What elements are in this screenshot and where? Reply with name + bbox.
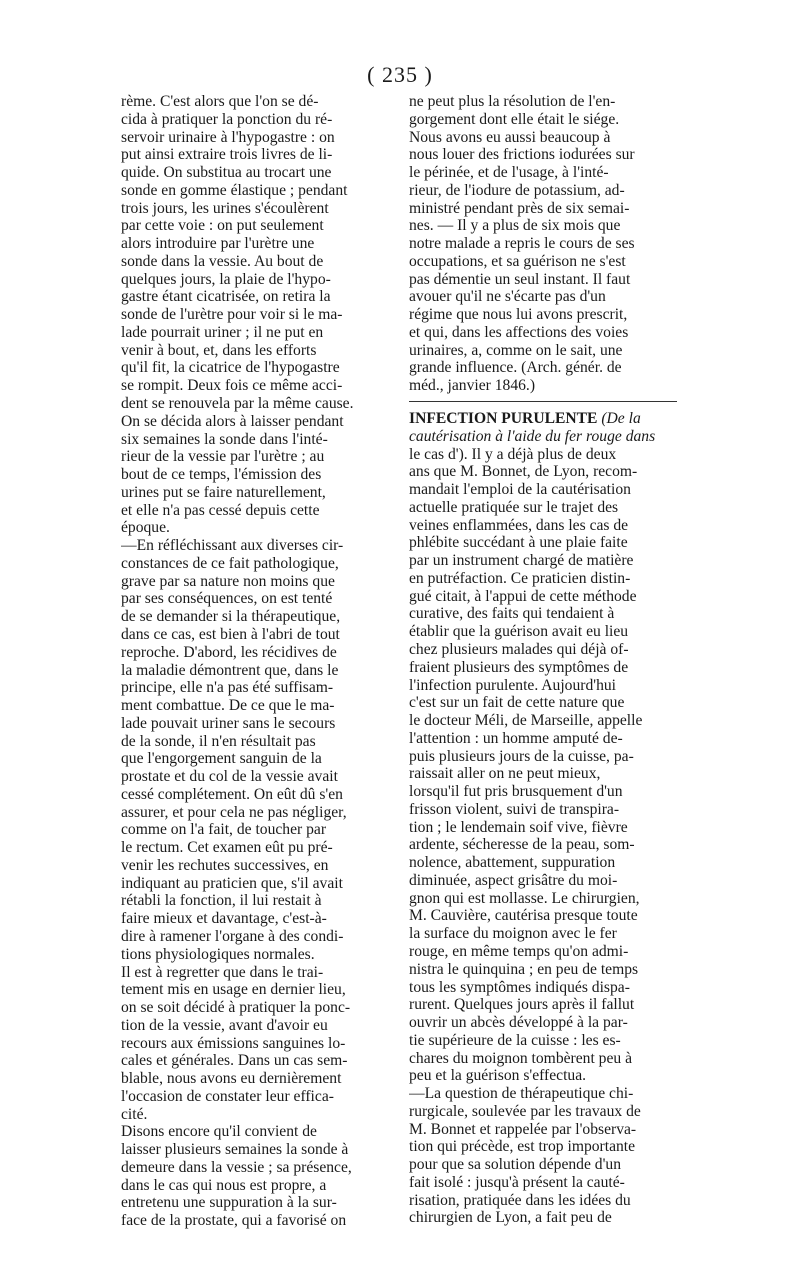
text-line: —En réfléchissant aux diverses cir- — [121, 537, 344, 555]
text-line: peu et la guérison s'effectua. — [409, 1067, 587, 1085]
text-line: cité. — [121, 1105, 148, 1123]
text-line: de la sonde, il n'en résultait pas — [121, 732, 316, 750]
text-line: M. Cauvière, cautérisa presque toute — [409, 907, 638, 925]
text-line: se rompit. Deux fois ce même acci- — [121, 377, 343, 395]
text-line: indiquant au praticien que, s'il avait — [121, 874, 343, 892]
text-line: Disons encore qu'il convient de — [121, 1123, 317, 1141]
text-line: rème. C'est alors que l'on se dé- — [121, 93, 319, 110]
section-heading: INFECTION PURULENTE — [409, 410, 598, 428]
text-line: assurer, et pour cela ne pas négliger, — [121, 803, 347, 821]
text-line: quide. On substitua au trocart une — [121, 164, 332, 182]
text-line: l'attention : un homme amputé de- — [409, 729, 623, 747]
left-column — [121, 93, 389, 1230]
text-line: ministré pendant près de six semai- — [409, 199, 630, 217]
text-line: comme on l'a fait, de toucher par — [121, 821, 327, 839]
text-line: avouer qu'il ne s'écarte pas d'un — [409, 288, 606, 306]
text-line: le docteur Méli, de Marseille, appelle — [409, 712, 643, 730]
text-line: époque. — [121, 519, 170, 537]
text-line: alors introduire par l'urètre une — [121, 235, 315, 253]
text-line: le périnée, et de l'usage, à l'inté- — [409, 164, 609, 182]
text-line: grande influence. (Arch. génér. de — [409, 359, 622, 377]
text-line: fraient plusieurs des symptômes de — [409, 658, 629, 676]
text-line: tie supérieure de la cuisse : les es- — [409, 1031, 621, 1049]
text-line: principe, elle n'a pas été suffisam- — [121, 679, 334, 697]
text-line: pas démentie un seul instant. Il faut — [409, 270, 631, 288]
text-line: sonde de l'urètre pour voir si le ma- — [121, 306, 343, 324]
text-line: ardente, sécheresse de la peau, som- — [409, 836, 635, 854]
text-line: le rectum. Cet examen eût pu pré- — [121, 839, 333, 857]
text-line: fait isolé : jusqu'à présent la cauté- — [409, 1173, 625, 1191]
text-line: servoir urinaire à l'hypogastre : on — [121, 128, 335, 146]
text-line: bout de ce temps, l'émission des — [121, 466, 322, 484]
text-line: risation, pratiquée dans les idées du — [409, 1191, 631, 1209]
text-line: lade pouvait uriner sans le secours — [121, 714, 336, 732]
text-line: rieur, de l'iodure de potassium, ad- — [409, 181, 625, 199]
text-line: frisson violent, suivi de transpira- — [409, 800, 620, 818]
text-line: rurent. Quelques jours après il fallut — [409, 996, 635, 1014]
text-line: nistra le quinquina ; en peu de temps — [409, 960, 639, 978]
text-line: l'infection purulente. Aujourd'hui — [409, 676, 616, 694]
page-number: ( 235 ) — [367, 62, 433, 87]
text-line: veines enflammées, dans les cas de — [409, 516, 629, 534]
text-line: tous les symptômes indiqués dispa- — [409, 978, 630, 996]
text-line: chares du moignon tombèrent peu à — [409, 1049, 633, 1067]
text-line: Il est à regretter que dans le trai- — [121, 963, 324, 981]
text-line: rieur de la vessie par l'urètre ; au — [121, 448, 325, 466]
section-heading-line — [409, 410, 677, 428]
right-column — [409, 93, 677, 1227]
section-heading-rest: (De la — [597, 410, 641, 428]
text-line: de se demander si la thérapeutique, — [121, 608, 341, 626]
text-line: tion qui précède, est trop importante — [409, 1138, 636, 1156]
text-line: cales et générales. Dans un cas sem- — [121, 1052, 348, 1070]
text-line: On se décida alors à laisser pendant — [121, 412, 344, 430]
text-line: face de la prostate, qui a favorisé on — [121, 1212, 347, 1230]
text-line: gué citait, à l'appui de cette méthode — [409, 587, 637, 605]
text-line: dans ce cas, est bien à l'abri de tout — [121, 625, 340, 643]
text-line: gnon qui est mollasse. Le chirurgien, — [409, 889, 640, 907]
text-line: méd., janvier 1846.) — [409, 377, 536, 395]
text-line: curative, des faits qui tendaient à — [409, 605, 615, 623]
text-line: et qui, dans les affections des voies — [409, 323, 629, 341]
text-line: reproche. D'abord, les récidives de — [121, 643, 337, 661]
text-line: la maladie démontrent que, dans le — [121, 661, 339, 679]
text-line: établir que la guérison avait eu lieu — [409, 623, 629, 641]
text-line: —La question de thérapeutique chi- — [409, 1085, 634, 1103]
text-line: raissait aller on ne peut mieux, — [409, 765, 601, 783]
text-line: constances de ce fait pathologique, — [121, 554, 339, 572]
text-line: actuelle pratiquée sur le trajet des — [409, 498, 619, 516]
right-column-bottom-text — [409, 428, 677, 1227]
text-line: en putréfaction. Ce praticien distin- — [409, 569, 631, 587]
text-line: cida à pratiquer la ponction du ré- — [121, 110, 333, 128]
text-line: demeure dans la vessie ; sa présence, — [121, 1158, 352, 1176]
text-line: par ses conséquences, on est tenté — [121, 590, 333, 608]
text-line: tion de la vessie, avant d'avoir eu — [121, 1016, 328, 1034]
text-line: lade pourrait uriner ; il ne put en — [121, 323, 324, 341]
text-line: régime que nous lui avons prescrit, — [409, 306, 628, 324]
text-line: recours aux émissions sanguines lo- — [121, 1034, 346, 1052]
text-line: cautérisation à l'aide du fer rouge dans — [409, 427, 656, 445]
section-divider — [409, 401, 677, 402]
text-line: notre malade a repris le cours de ses — [409, 235, 635, 253]
text-line: venir à bout, et, dans les efforts — [121, 341, 317, 359]
text-line: trois jours, les urines s'écoulèrent — [121, 199, 329, 217]
text-line: blable, nous avons eu dernièrement — [121, 1070, 342, 1088]
text-line: dent se renouvela par la même cause. — [121, 395, 354, 413]
text-line: ouvrir un abcès développé à la par- — [409, 1014, 628, 1032]
text-line: rouge, en même temps qu'on admi- — [409, 942, 629, 960]
text-line: on se soit décidé à pratiquer la ponc- — [121, 999, 351, 1017]
text-line: quelques jours, la plaie de l'hypo- — [121, 270, 331, 288]
text-line: nolence, abattement, suppuration — [409, 854, 616, 872]
text-line: c'est sur un fait de cette nature que — [409, 694, 625, 712]
text-line: l'occasion de constater leur effica- — [121, 1087, 334, 1105]
text-line: cessé complétement. On eût dû s'en — [121, 785, 343, 803]
text-line: urines put se faire naturellement, — [121, 483, 326, 501]
text-line: gastre étant cicatrisée, on retira la — [121, 288, 331, 306]
text-line: tions physiologiques normales. — [121, 945, 315, 963]
text-line: pour que sa solution dépende d'un — [409, 1156, 621, 1174]
text-line: rurgicale, soulevée par les travaux de — [409, 1102, 641, 1120]
right-column-top-text — [409, 93, 677, 395]
text-line: mandait l'emploi de la cautérisation — [409, 481, 631, 499]
text-line: phlébite succédant à une plaie faite — [409, 534, 628, 552]
text-line: six semaines la sonde dans l'inté- — [121, 430, 328, 448]
text-line: venir les rechutes successives, en — [121, 856, 329, 874]
text-line: grave par sa nature non moins que — [121, 572, 335, 590]
text-line: puis plusieurs jours de la cuisse, pa- — [409, 747, 634, 765]
text-line: gorgement dont elle était le siége. — [409, 110, 620, 128]
text-line: ans que M. Bonnet, de Lyon, recom- — [409, 463, 638, 481]
text-line: et elle n'a pas cessé depuis cette — [121, 501, 320, 519]
text-line: rétabli la fonction, il lui restait à — [121, 892, 322, 910]
text-line: le cas d'). Il y a déjà plus de deux — [409, 445, 617, 463]
text-line: dans le cas qui nous est propre, a — [121, 1176, 327, 1194]
text-line: que l'engorgement sanguin de la — [121, 750, 322, 768]
text-line: ne peut plus la résolution de l'en- — [409, 93, 616, 110]
text-line: par un instrument chargé de matière — [409, 552, 634, 570]
text-line: nous louer des frictions iodurées sur — [409, 146, 635, 164]
text-line: chez plusieurs malades qui déjà of- — [409, 640, 629, 658]
text-line: sonde en gomme élastique ; pendant — [121, 181, 348, 199]
text-line: la surface du moignon avec le fer — [409, 925, 617, 943]
text-line: prostate et du col de la vessie avait — [121, 768, 338, 786]
text-line: sonde dans la vessie. Au bout de — [121, 252, 324, 270]
text-line: tion ; le lendemain soif vive, fièvre — [409, 818, 628, 836]
text-line: ment combattue. De ce que le ma- — [121, 697, 335, 715]
text-line: dire à ramener l'organe à des condi- — [121, 927, 344, 945]
text-line: urinaires, a, comme on le sait, une — [409, 341, 623, 359]
text-line: lorsqu'il fut pris brusquement d'un — [409, 783, 623, 801]
text-line: entretenu une suppuration à la sur- — [121, 1194, 337, 1212]
text-line: M. Bonnet et rappelée par l'observa- — [409, 1120, 637, 1138]
text-line: chirurgien de Lyon, a fait peu de — [409, 1209, 612, 1227]
text-line: tement mis en usage en dernier lieu, — [121, 981, 346, 999]
text-line: Nous avons eu aussi beaucoup à — [409, 128, 611, 146]
text-line: laisser plusieurs semaines la sonde à — [121, 1141, 349, 1159]
text-line: faire mieux et davantage, c'est-à- — [121, 910, 327, 928]
text-line: nes. — Il y a plus de six mois que — [409, 217, 621, 235]
text-line: put ainsi extraire trois livres de li- — [121, 146, 333, 164]
text-line: par cette voie : on put seulement — [121, 217, 324, 235]
text-line: diminuée, aspect grisâtre du moi- — [409, 871, 618, 889]
text-line: qu'il fit, la cicatrice de l'hypogastre — [121, 359, 340, 377]
text-line: occupations, et sa guérison ne s'est — [409, 252, 626, 270]
